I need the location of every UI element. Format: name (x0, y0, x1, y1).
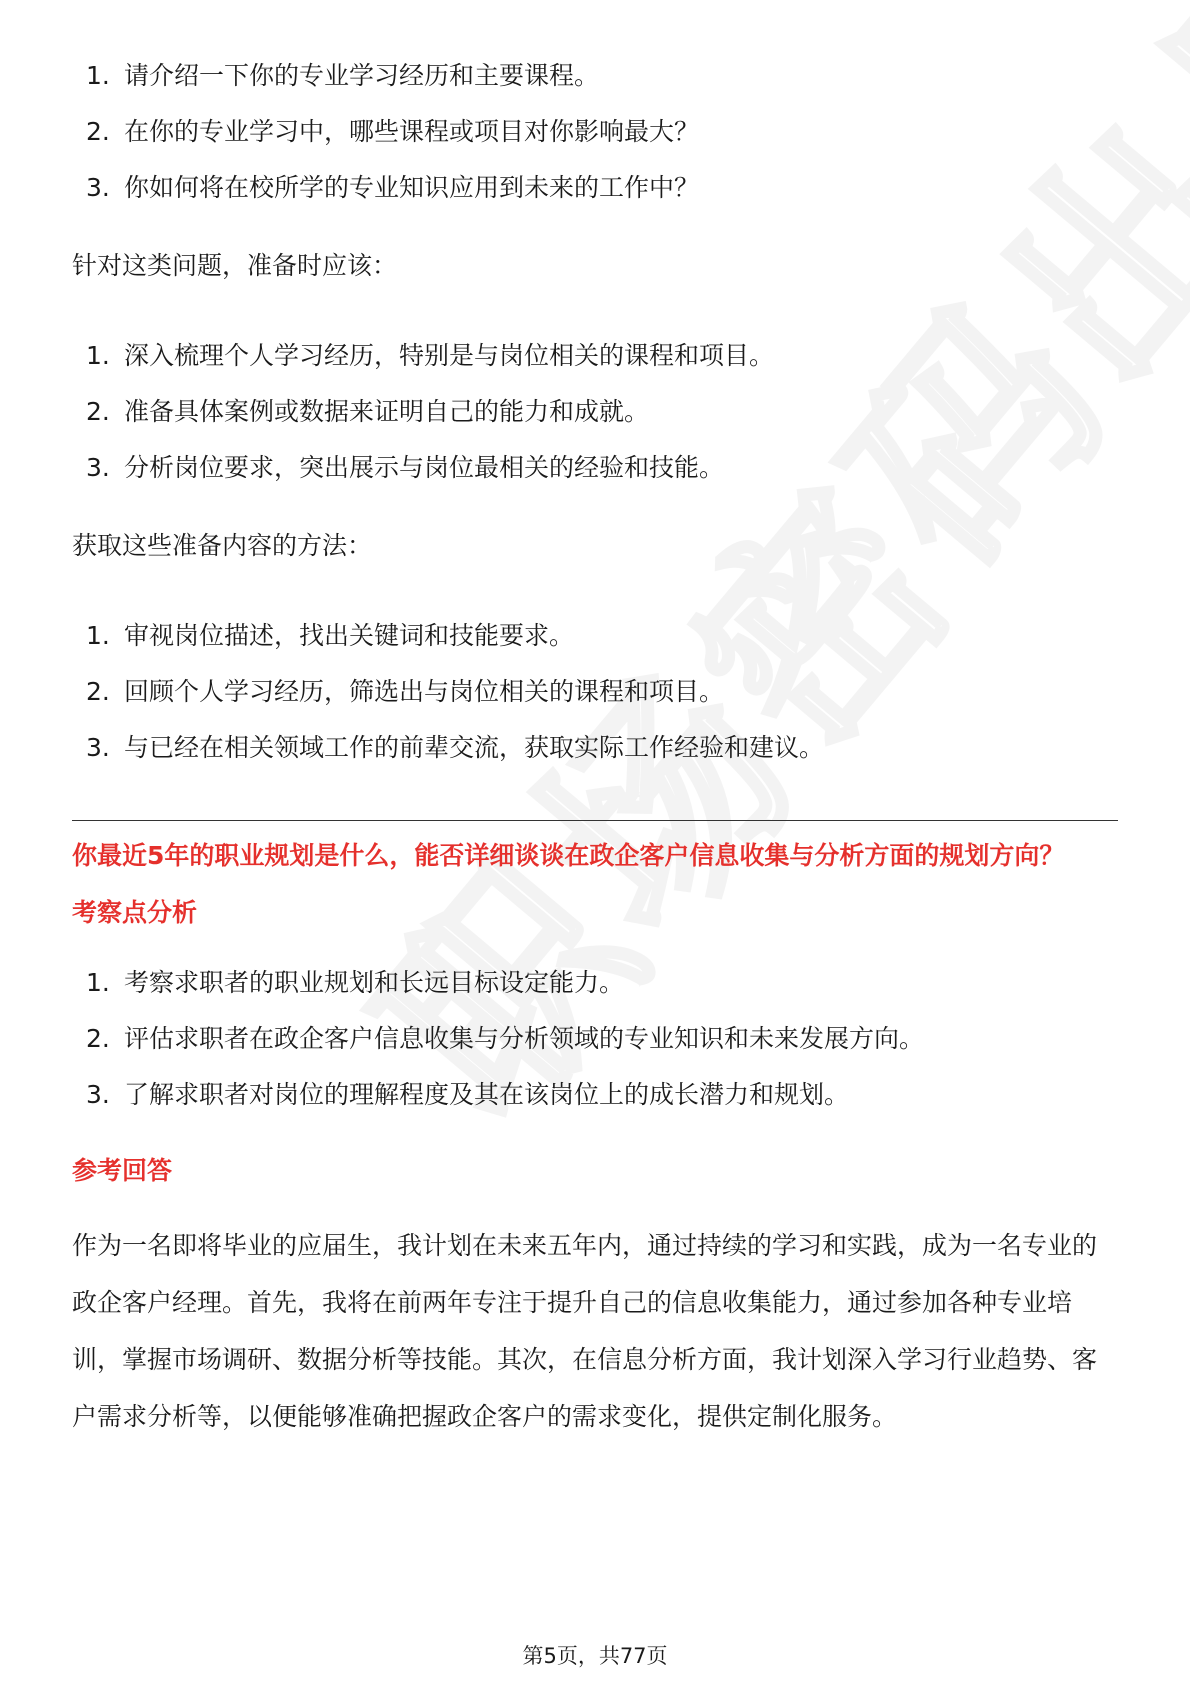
list-analysis (72, 955, 1118, 1123)
content (72, 0, 1118, 1445)
list-number: 3. (86, 173, 110, 202)
list-text: 在你的专业学习中，哪些课程或项目对你影响最大？ (124, 117, 700, 146)
question-heading: 你最近5年的职业规划是什么，能否详细谈谈在政企客户信息收集与分析方面的规划方向？ (72, 841, 1065, 870)
list-text: 分析岗位要求，突出展示与岗位最相关的经验和技能。 (124, 453, 725, 482)
paragraph-prepare: 针对这类问题，准备时应该： (72, 251, 398, 280)
list-text: 审视岗位描述，找出关键词和技能要求。 (124, 621, 575, 650)
list-text: 深入梳理个人学习经历，特别是与岗位相关的课程和项目。 (124, 341, 775, 370)
list-number: 2. (86, 1024, 110, 1053)
answer-heading: 参考回答 (72, 1156, 173, 1185)
list-item (72, 720, 1118, 776)
list-text: 了解求职者对岗位的理解程度及其在该岗位上的成长潜力和规划。 (124, 1080, 850, 1109)
list-number: 2. (86, 117, 110, 146)
paragraph-methods: 获取这些准备内容的方法： (72, 531, 373, 560)
list-number: 2. (86, 397, 110, 426)
list-item (72, 48, 1118, 104)
list-questions (72, 48, 1118, 216)
list-text: 考察求职者的职业规划和长远目标设定能力。 (124, 968, 625, 997)
list-number: 1. (86, 968, 110, 997)
list-methods (72, 608, 1118, 776)
list-item (72, 955, 1118, 1011)
section-divider (72, 820, 1118, 821)
list-number: 3. (86, 453, 110, 482)
analysis-heading: 考察点分析 (72, 898, 198, 927)
page-footer: 第5页，共77页 (522, 1644, 668, 1668)
list-item (72, 328, 1118, 384)
list-item (72, 440, 1118, 496)
list-text: 你如何将在校所学的专业知识应用到未来的工作中？ (124, 173, 700, 202)
list-number: 2. (86, 677, 110, 706)
list-number: 1. (86, 341, 110, 370)
list-text: 评估求职者在政企客户信息收集与分析领域的专业知识和未来发展方向。 (124, 1024, 925, 1053)
list-text: 准备具体案例或数据来证明自己的能力和成就。 (124, 397, 650, 426)
list-item (72, 1067, 1118, 1123)
list-item (72, 384, 1118, 440)
list-text: 与已经在相关领域工作的前辈交流，获取实际工作经验和建议。 (124, 733, 825, 762)
list-text: 回顾个人学习经历，筛选出与岗位相关的课程和项目。 (124, 677, 725, 706)
list-item (72, 664, 1118, 720)
list-item (72, 608, 1118, 664)
list-prepare (72, 328, 1118, 496)
list-number: 1. (86, 621, 110, 650)
list-text: 请介绍一下你的专业学习经历和主要课程。 (124, 61, 600, 90)
answer-paragraph: 作为一名即将毕业的应届生，我计划在未来五年内，通过持续的学习和实践，成为一名专业的政企客户经理。首先，我将在前两年专注于提升自己的信息收集能力，通过参加各种专业培训，掌握市场调研、数据分析等技能。其次，在信息分析方面，我计划深入学习行业趋势、客户需求分析等，以便能够准确把握政企客户的需求变化，提供定制化服务。 (72, 1231, 1098, 1431)
list-number: 3. (86, 733, 110, 762)
list-number: 1. (86, 61, 110, 90)
list-item (72, 1011, 1118, 1067)
list-item (72, 160, 1118, 216)
list-item (72, 104, 1118, 160)
list-number: 3. (86, 1080, 110, 1109)
